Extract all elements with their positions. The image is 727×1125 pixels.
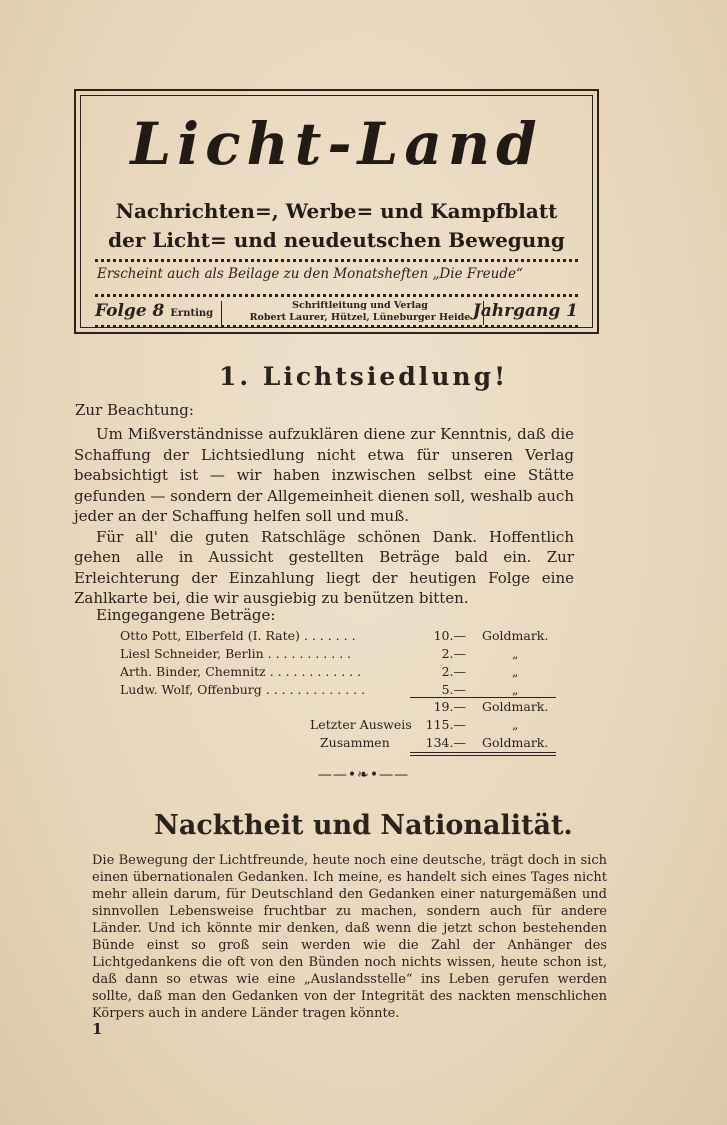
issue-month: Ernting <box>170 308 214 319</box>
donor-name: Ludw. Wolf, Offenburg . . . . . . . . . . . . . <box>120 682 366 697</box>
masthead-subtitle-line2: der Licht= und neudeutschen Bewegung <box>108 228 565 252</box>
total-label: Zusammen <box>320 735 390 750</box>
attention-label: Zur Beachtung: <box>75 401 194 419</box>
total-double-rule <box>410 752 556 756</box>
donation-amount: 2.— <box>441 664 466 679</box>
masthead-info-row <box>95 301 578 325</box>
donation-amount: 2.— <box>441 646 466 661</box>
donation-unit: „ <box>512 682 519 697</box>
masthead-title: Licht-Land <box>130 110 543 178</box>
dotted-divider <box>95 294 578 297</box>
subtotal-amount: 19.— <box>433 699 466 714</box>
donor-name: Arth. Binder, Chemnitz . . . . . . . . . . . . <box>120 664 362 679</box>
ledger-row <box>120 646 565 664</box>
last-report-amount: 115.— <box>425 717 466 732</box>
article1-title: 1. Lichtsiedlung! <box>218 362 509 391</box>
last-report-label: Letzter Ausweis <box>310 717 412 732</box>
masthead-note: Erscheint auch als Beilage zu den Monatsheften „Die Freude“ <box>97 266 523 282</box>
donations-heading: Eingegangene Beträge: <box>96 606 276 624</box>
donation-unit: Goldmark. <box>482 628 549 643</box>
dotted-divider <box>95 259 578 262</box>
total-row <box>120 735 565 753</box>
publisher-line2: Robert Laurer, Hützel, Lüneburger Heide <box>249 312 471 323</box>
masthead-frame <box>80 95 593 328</box>
volume-number: Jahrgang 1 <box>472 301 578 321</box>
masthead <box>74 89 599 334</box>
article2-body: Die Bewegung der Lichtfreunde, heute noch eine deutsche, trägt doch in sich einen übernationalen Gedanken. Ich meine, es handelt sich eines Tages nicht mehr allein darum, für Deutschland den Gedanken einer naturgemäßen und sinnvollen Lebensweise fruchtbar zu machen, sondern auch für andere Länder. Und ich könnte mir denken, daß wenn die jetzt schon bestehenden Bünde einst so groß sein werden wie die Zahl der Anhänger des Lichtgedankens die oft von den Bünden noch nichts wissen, heute schon ist, daß dann so etwas wie eine „Auslandsstelle“ ins Leben gerufen werden sollte, daß man den Gedanken von der Integrität des nackten menschlichen Körpers auch in andere Länder tragen könnte. <box>92 853 607 1021</box>
vertical-divider <box>221 301 222 325</box>
donor-name: Otto Pott, Elberfeld (I. Rate) . . . . . . . <box>120 628 356 643</box>
ledger-row <box>120 664 565 682</box>
ornament-divider: ——•❧•—— <box>317 767 410 783</box>
donation-amount: 5.— <box>441 682 466 697</box>
publisher-info <box>235 300 485 324</box>
donation-amount: 10.— <box>433 628 466 643</box>
issue-number: Folge 8 Ernting <box>95 301 214 321</box>
page-number: 1 <box>92 1020 103 1038</box>
total-unit: Goldmark. <box>482 735 549 750</box>
dotted-divider <box>95 325 578 328</box>
article1-paragraph: Um Mißverständnisse aufzuklären diene zur Kenntnis, daß die Schaffung der Lichtsiedlung nicht etwa für unseren Verlag beabsichtigt ist — wir haben inzwischen selbst eine Stätte gefunden — sondern der Allgemeinheit dienen soll, weshalb auch jeder an der Schaffung helfen soll und muß. <box>74 425 574 525</box>
total-amount: 134.— <box>425 735 466 750</box>
article1-paragraph: Für all' die guten Ratschläge schönen Dank. Hoffentlich gehen alle in Aussicht gestellten Beträge bald ein. Zur Erleichterung der Einzahlung liegt der heutigen Folge eine Zahlkarte bei, die wir ausgiebig zu benützen bitten. <box>74 527 574 607</box>
donation-unit: „ <box>512 646 519 661</box>
subtotal-row <box>120 699 565 717</box>
subtotal-unit: Goldmark. <box>482 699 549 714</box>
donation-unit: „ <box>512 664 519 679</box>
last-report-unit: „ <box>512 717 519 732</box>
donor-name: Liesl Schneider, Berlin . . . . . . . . . . . <box>120 646 352 661</box>
ledger-row <box>120 628 565 646</box>
article1-body <box>74 424 574 609</box>
article2-title: Nacktheit und Nationalität. <box>154 810 573 841</box>
sum-rule <box>410 697 556 698</box>
masthead-subtitle-line1: Nachrichten=, Werbe= und Kampfblatt <box>115 199 558 223</box>
publisher-line1: Schriftleitung und Verlag <box>292 300 428 311</box>
last-report-row <box>120 717 565 735</box>
